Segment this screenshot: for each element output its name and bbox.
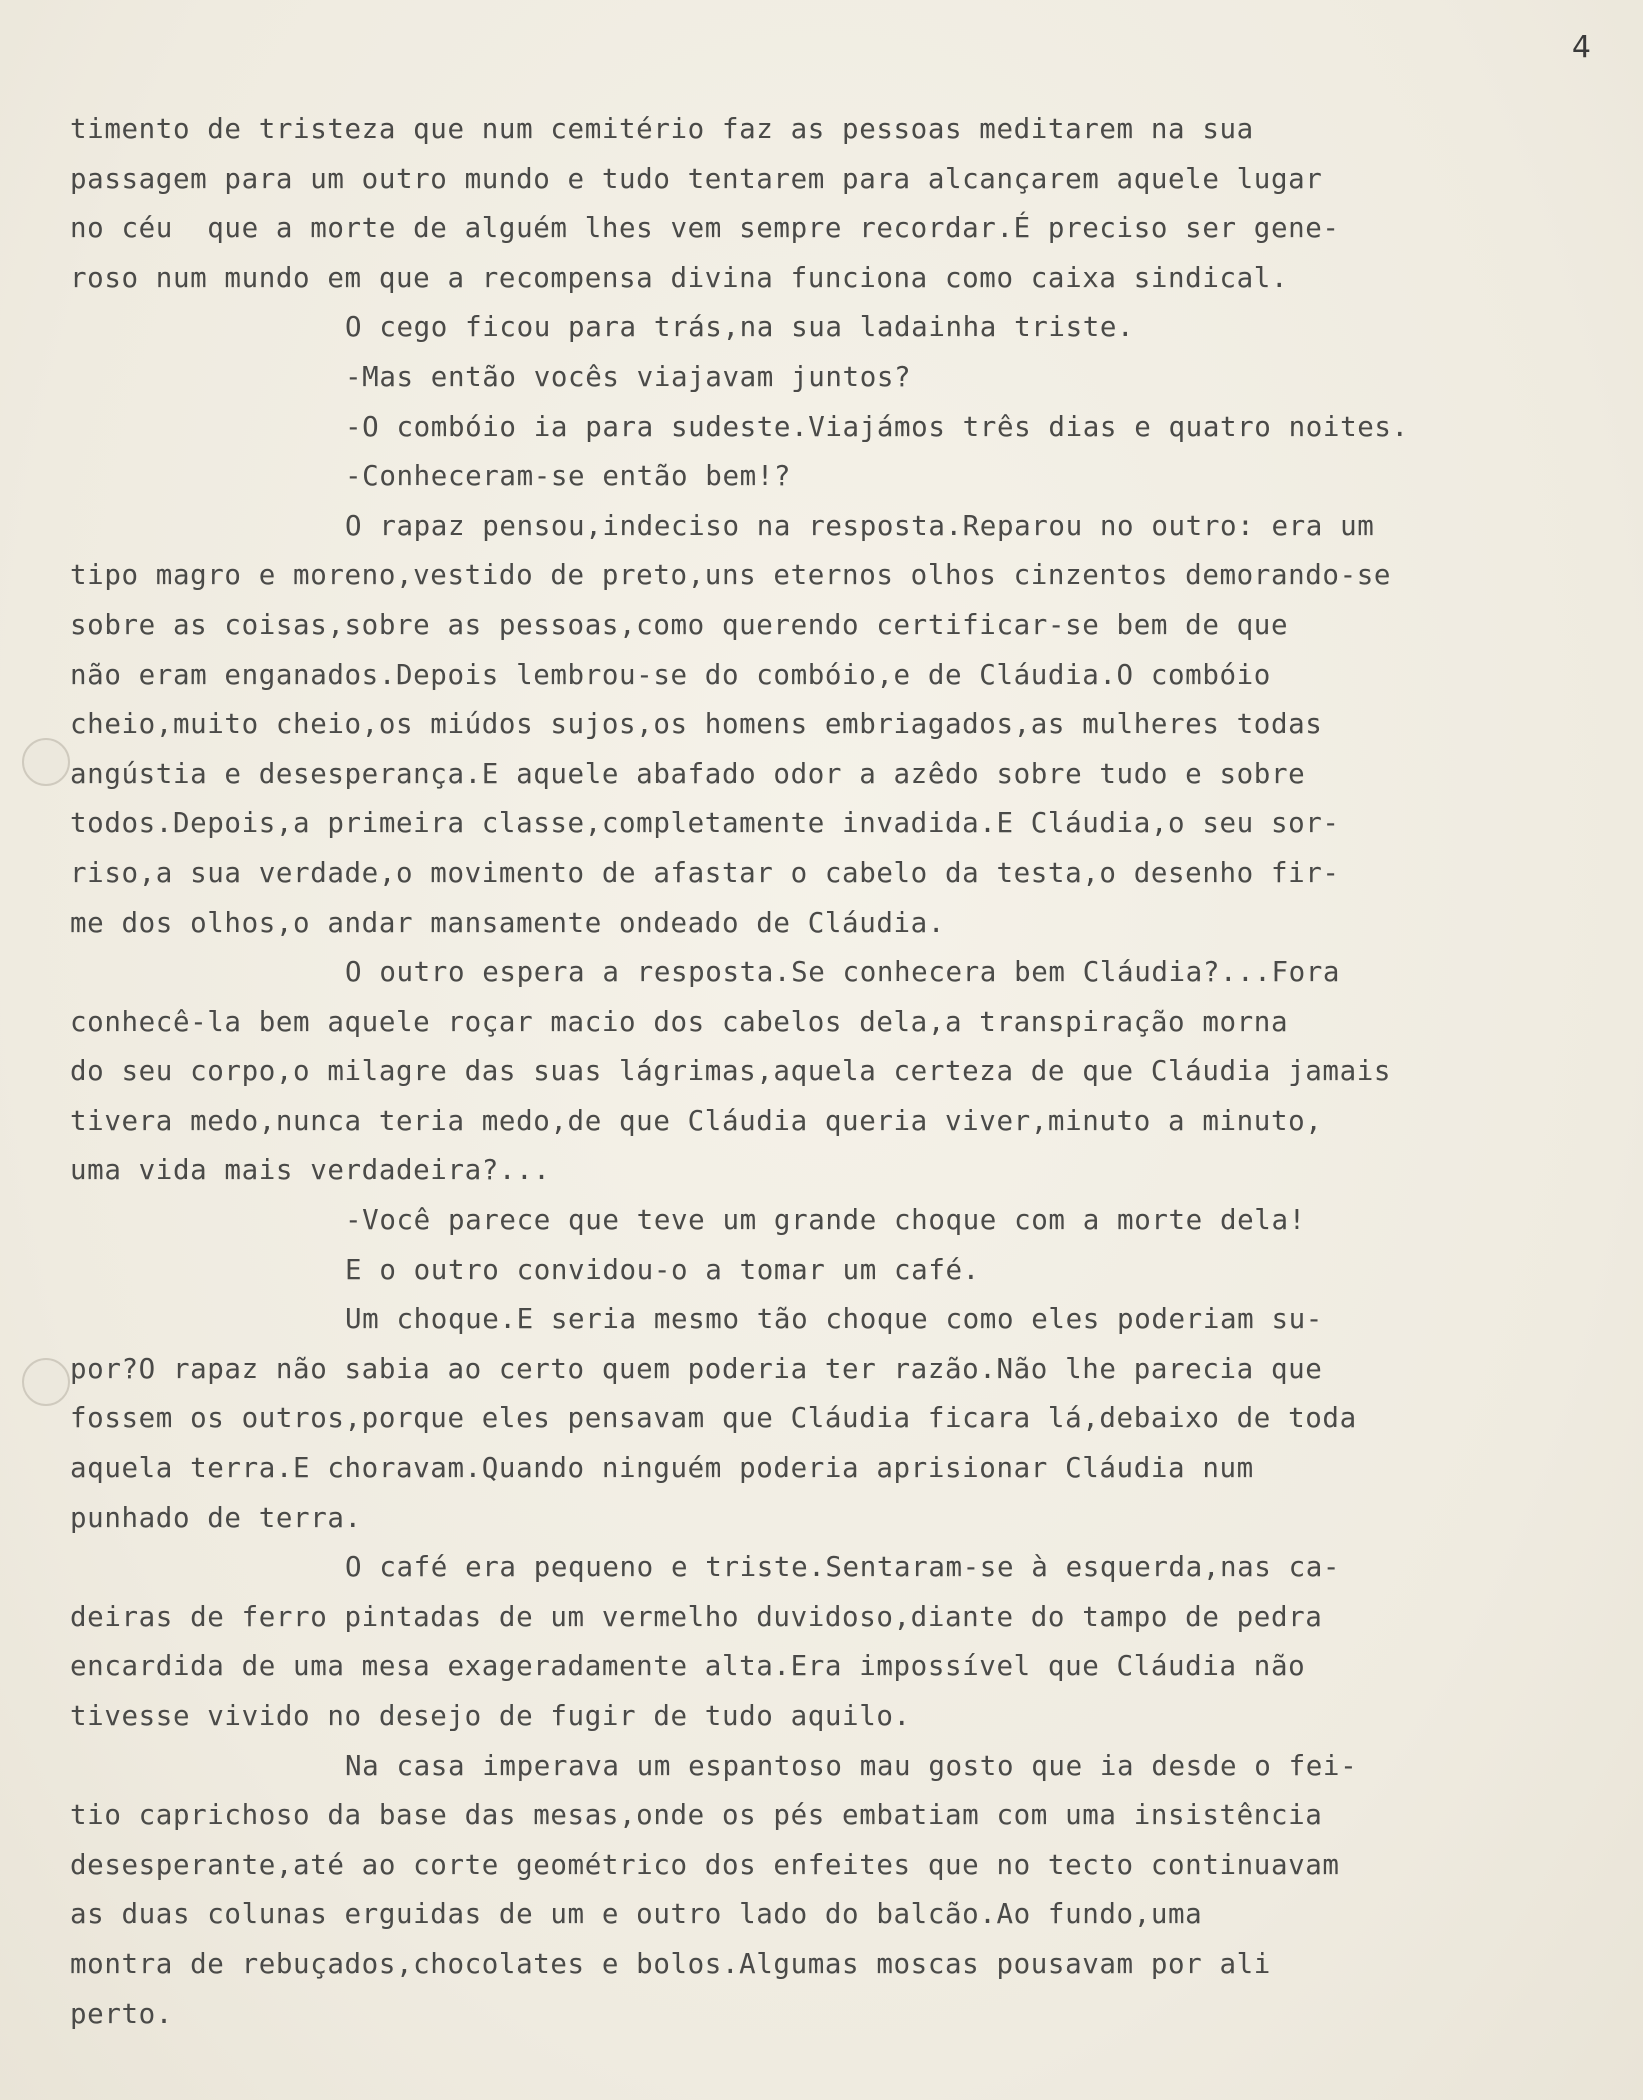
punch-hole — [22, 738, 70, 786]
text-line: montra de rebuçados,chocolates e bolos.Algumas moscas pousavam por ali — [70, 1947, 1271, 1980]
text-line: perto. — [70, 1997, 173, 2030]
text-line: conhecê-la bem aquele roçar macio dos cabelos dela,a transpiração morna — [70, 1005, 1289, 1038]
text-line: fossem os outros,porque eles pensavam que Cláudia ficara lá,debaixo de toda — [70, 1402, 1357, 1435]
text-line: Na casa imperava um espantoso mau gosto que ia desde o fei- — [345, 1749, 1358, 1782]
text-line: angústia e desesperança.E aquele abafado odor a azêdo sobre tudo e sobre — [70, 757, 1306, 790]
text-line: O outro espera a resposta.Se conhecera bem Cláudia?...Fora — [345, 956, 1341, 989]
text-line: E o outro convidou-o a tomar um café. — [345, 1253, 980, 1286]
text-line: tio caprichoso da base das mesas,onde os pés embatiam com uma insistência — [70, 1799, 1323, 1832]
text-line: por?O rapaz não sabia ao certo quem poderia ter razão.Não lhe parecia que — [70, 1352, 1323, 1385]
text-line: cheio,muito cheio,os miúdos sujos,os homens embriagados,as mulheres todas — [70, 708, 1323, 741]
text-line: O cego ficou para trás,na sua ladainha triste. — [345, 311, 1135, 344]
text-line: riso,a sua verdade,o movimento de afastar o cabelo da testa,o desenho fir- — [70, 856, 1340, 889]
text-line: tivesse vivido no desejo de fugir de tudo aquilo. — [70, 1700, 911, 1732]
text-line: -Você parece que teve um grande choque com a morte dela! — [345, 1204, 1306, 1237]
text-line: todos.Depois,a primeira classe,completamente invadida.E Cláudia,o seu sor- — [70, 807, 1340, 840]
text-line: sobre as coisas,sobre as pessoas,como querendo certificar-se bem de que — [70, 608, 1289, 641]
text-line: roso num mundo em que a recompensa divina funciona como caixa sindical. — [70, 261, 1289, 294]
text-line: Um choque.E seria mesmo tão choque como eles poderiam su- — [345, 1303, 1323, 1336]
text-line: tipo magro e moreno,vestido de preto,uns eternos olhos cinzentos demorando-se — [70, 559, 1392, 592]
text-line: O café era pequeno e triste.Sentaram-se à esquerda,nas ca- — [345, 1551, 1341, 1584]
text-line: tivera medo,nunca teria medo,de que Cláudia queria viver,minuto a minuto, — [70, 1104, 1323, 1137]
text-line: as duas colunas erguidas de um e outro lado do balcão.Ao fundo,uma — [70, 1898, 1203, 1931]
text-line: O rapaz pensou,indeciso na resposta.Reparou no outro: era um — [345, 509, 1375, 542]
text-line: -O combóio ia para sudeste.Viajámos três dias e quatro noites. — [345, 410, 1409, 443]
page-number: 4 — [1571, 30, 1591, 65]
text-line: timento de tristeza que num cemitério faz as pessoas meditarem na sua — [70, 113, 1254, 145]
text-line: não eram enganados.Depois lembrou-se do combóio,e de Cláudia.O combóio — [70, 658, 1271, 691]
text-line: do seu corpo,o milagre das suas lágrimas,aquela certeza de que Cláudia jamais — [70, 1055, 1392, 1088]
text-line: aquela terra.E choravam.Quando ninguém poderia aprisionar Cláudia num — [70, 1452, 1254, 1485]
text-line: -Mas então vocês viajavam juntos? — [345, 360, 912, 393]
text-line: no céu que a morte de alguém lhes vem sempre recordar.É preciso ser gene- — [70, 212, 1340, 245]
punch-hole — [22, 1358, 70, 1406]
text-line: -Conheceram-se então bem!? — [345, 460, 792, 493]
text-line: me dos olhos,o andar mansamente ondeado de Cláudia. — [70, 906, 945, 939]
document-body — [70, 105, 1615, 2039]
text-line: deiras de ferro pintadas de um vermelho duvidoso,diante do tampo de pedra — [70, 1600, 1323, 1633]
text-line: desesperante,até ao corte geométrico dos enfeites que no tecto continuavam — [70, 1848, 1340, 1881]
text-line: passagem para um outro mundo e tudo tentarem para alcançarem aquele lugar — [70, 162, 1323, 195]
text-line: punhado de terra. — [70, 1501, 362, 1534]
text-line: encardida de uma mesa exageradamente alta.Era impossível que Cláudia não — [70, 1650, 1306, 1683]
text-line: uma vida mais verdadeira?... — [70, 1154, 551, 1187]
